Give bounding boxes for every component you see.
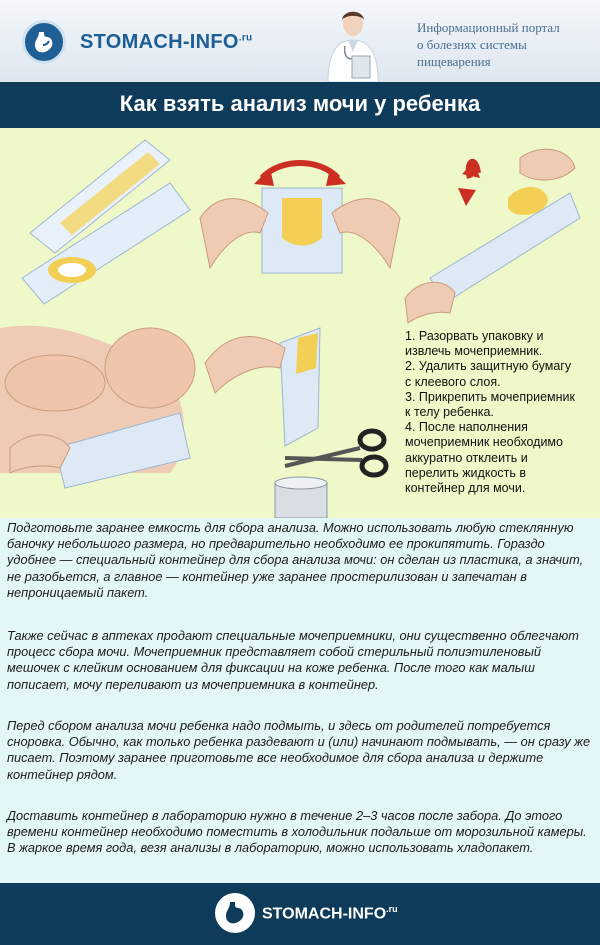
instruction-line: 2. Удалить защитную бумагу [405, 359, 572, 374]
instruction-line: с клеевого слоя. [405, 374, 501, 389]
peeling-illustration [405, 149, 580, 323]
opening-hands-illustration [200, 163, 400, 273]
footer-logo-name: STOMACH-INFO [262, 905, 387, 923]
container-icon [275, 477, 327, 518]
portal-line: пищеварения [417, 54, 491, 69]
instruction-line: 1. Разорвать упаковку и [405, 329, 544, 343]
article-text [0, 518, 600, 883]
instruction-line: аккуратно отклеить и [405, 450, 528, 465]
site-header [0, 0, 600, 82]
title-bar [0, 82, 600, 132]
paragraph: Также сейчас в аптеках продают специальные мочеприемники, они существенно облегчают процесс сбора мочи. Мочеприемник представляет собой стерильный полиэтиленовый мешочек с клейким основанием для фиксации на коже ребенка. После того как малыш пописает, мочу переливают из мочеприемника в контейнер. [7, 628, 579, 692]
instruction-line: 3. Прикрепить мочеприемник [405, 389, 575, 404]
site-footer [0, 883, 600, 945]
paragraph: Перед сбором анализа мочи ребенка надо подмыть, и здесь от родителей потребуется сноровка. Обычно, как только ребенка раздевают и (или) начинают подмывать, — он сразу же писает. Поэтому заранее приготовьте все необходимое для сбора анализа и держите контейнер рядом. [7, 718, 591, 782]
paragraph: Подготовьте заранее емкость для сбора анализа. Можно использовать любую стеклянную баночку небольшого размера, но предварительно необходимо ее прокипятить. Гораздо удобнее — специальный контейнер для сбора анализа мочи: он сделан из пластика, а значит, не разобьется, а главное — контейнер уже заранее простерилизован и запечатан в непроницаемый пакет. [7, 520, 584, 600]
stomach-logo-icon[interactable] [215, 893, 255, 933]
portal-description [417, 19, 597, 70]
instruction-list [405, 329, 598, 496]
portal-line: Информационный портал [417, 20, 560, 35]
attaching-illustration [0, 326, 195, 488]
footer-wordmark[interactable] [262, 904, 398, 923]
logo-name: STOMACH-INFO [80, 31, 239, 53]
instruction-line: перелить жидкость в [405, 465, 526, 480]
logo-wordmark[interactable] [80, 31, 252, 54]
instruction-line: извлечь мочеприемник. [405, 344, 543, 359]
stomach-logo-icon[interactable] [22, 20, 66, 64]
doctor-illustration [318, 6, 388, 82]
pouring-illustration [205, 328, 386, 518]
logo-tld: .ru [238, 32, 253, 44]
paragraph: Доставить контейнер в лабораторию нужно в течение 2–3 часов после забора. До этого времени контейнер необходимо поместить в холодильник подальше от морозильной камеры. В жаркое время года, везя анализы в лабораторию, можно использовать хладопакет. [7, 808, 587, 856]
footer-logo-tld: .ru [386, 904, 398, 914]
portal-line: о болезнях системы [417, 37, 527, 52]
page-title: Как взять анализ мочи у ребенка [119, 91, 481, 116]
instruction-line: к телу ребенка. [405, 405, 494, 420]
instruction-line: 4. После наполнения [405, 420, 528, 435]
instruction-line: мочеприемник необходимо [405, 435, 563, 450]
urine-bag-illustration [22, 140, 190, 304]
instruction-line: контейнер для мочи. [405, 481, 526, 496]
instruction-illustration [0, 128, 600, 518]
